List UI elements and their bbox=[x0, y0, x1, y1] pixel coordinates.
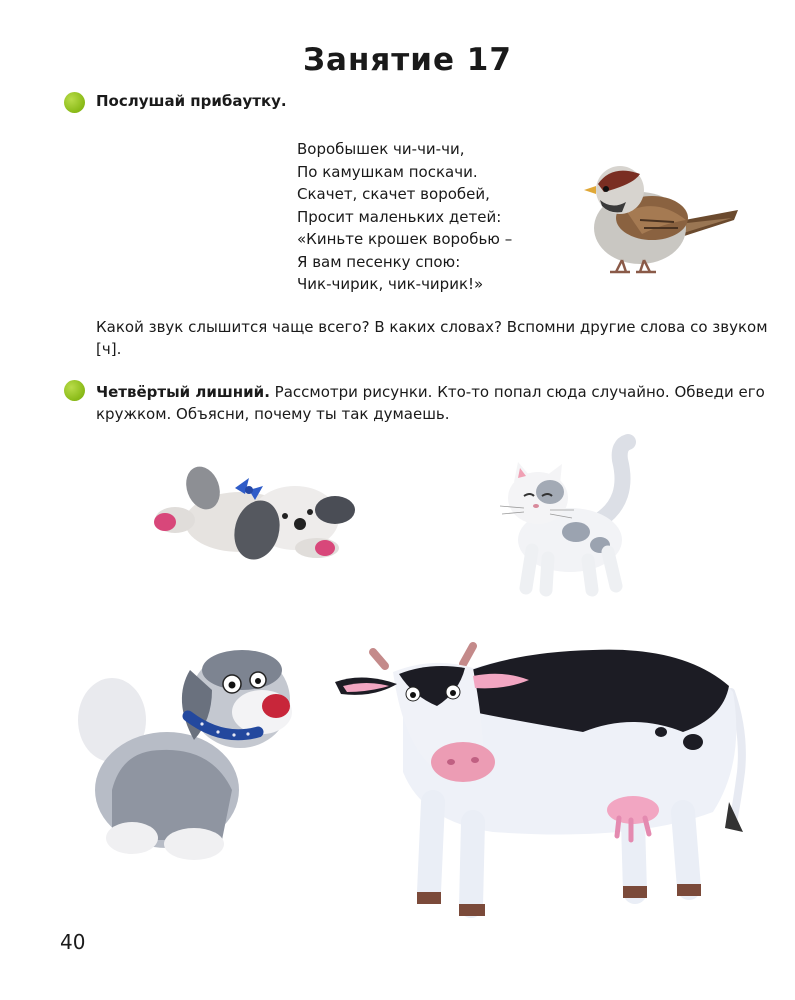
toy-dog-illustration bbox=[145, 460, 357, 570]
task2-bullet-icon bbox=[64, 380, 85, 401]
poem-line: Я вам песенку спою: bbox=[297, 252, 461, 271]
task2-text: Рассмотри рисунки. Кто-то попал сюда случайно. Обведи его кружком. Объясни, почему ты так думаешь. bbox=[96, 383, 765, 423]
task2-label: Четвёртый лишний. bbox=[96, 383, 270, 401]
poem-line: Чик-чирик, чик-чирик!» bbox=[297, 275, 484, 293]
poem-line: По камушкам поскачи. bbox=[297, 162, 478, 181]
poem-line: Скачет, скачет воробей, bbox=[297, 185, 490, 203]
poem-line: «Киньте крошек воробью – bbox=[297, 230, 513, 248]
task2-instructions bbox=[96, 381, 786, 425]
cow-illustration bbox=[333, 622, 753, 922]
poem bbox=[297, 138, 512, 296]
sparrow-illustration bbox=[582, 162, 742, 277]
task1-bullet-icon bbox=[64, 92, 85, 113]
page-title: Занятие 17 bbox=[303, 42, 512, 78]
poem-line: Воробышек чи-чи-чи, bbox=[297, 140, 465, 158]
page-number: 40 bbox=[60, 930, 86, 954]
poem-line: Просит маленьких детей: bbox=[297, 207, 502, 226]
task1-label: Послушай прибаутку. bbox=[96, 92, 287, 110]
puppy-illustration bbox=[72, 640, 297, 865]
kitten-illustration bbox=[480, 440, 650, 595]
question-text: Какой звук слышится чаще всего? В каких словах? Вспомни другие слова со звуком [ч]. bbox=[96, 318, 768, 358]
